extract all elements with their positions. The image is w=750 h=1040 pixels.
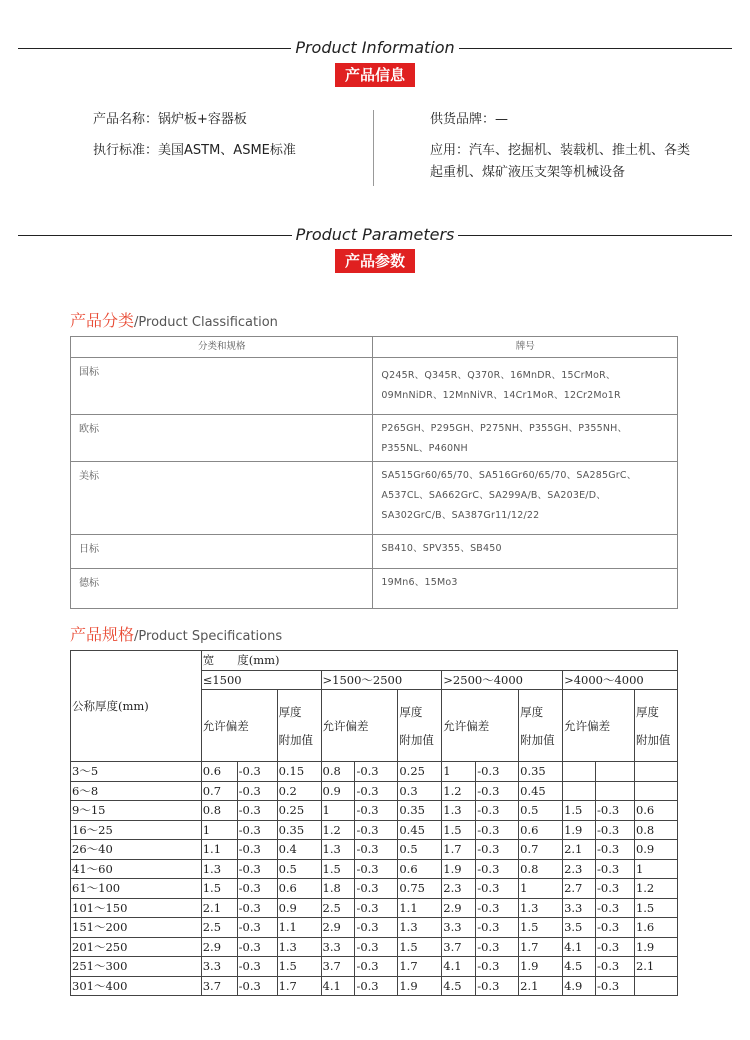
- value-cell: -0.3: [596, 957, 635, 977]
- value-cell: 2.9: [442, 898, 476, 918]
- value-cell: 1: [634, 859, 677, 879]
- extra-header: [634, 690, 677, 762]
- table-row: [71, 976, 678, 996]
- column-header: 分类和规格: [71, 337, 373, 358]
- value-cell: 4.5: [563, 957, 596, 977]
- thickness-cell: 251～300: [71, 957, 202, 977]
- section-badge: 产品信息: [335, 63, 415, 87]
- table-row: [71, 879, 678, 899]
- value-cell: 1.9: [398, 976, 442, 996]
- value-cell: -0.3: [476, 840, 519, 860]
- value-cell: -0.3: [355, 898, 398, 918]
- value-cell: 2.5: [201, 918, 237, 938]
- column-header: 牌号: [373, 337, 678, 358]
- table-row: [71, 859, 678, 879]
- value-cell: -0.3: [355, 820, 398, 840]
- value-cell: 1.7: [519, 937, 563, 957]
- grade-line: Q245R、Q345R、Q370R、16MnDR、15CrMoR、: [381, 370, 616, 381]
- value-cell: -0.3: [596, 976, 635, 996]
- table-row: [71, 762, 678, 782]
- product-name: 产品名称：锅炉板+容器板: [93, 112, 247, 127]
- value-cell: -0.3: [355, 879, 398, 899]
- value-cell: [634, 976, 677, 996]
- column-divider: [373, 110, 374, 186]
- extra-header-line: 厚度: [520, 704, 544, 719]
- value-cell: 0.9: [321, 781, 355, 801]
- value-cell: -0.3: [355, 859, 398, 879]
- value-cell: -0.3: [237, 820, 277, 840]
- application: [430, 140, 690, 184]
- value-cell: 0.5: [277, 859, 321, 879]
- value-cell: 1.2: [634, 879, 677, 899]
- grade-line: 09MnNiDR、12MnNiVR、14Cr1MoR、12Cr2Mo1R: [381, 390, 621, 401]
- value-cell: -0.3: [476, 937, 519, 957]
- category-name: 德标: [71, 569, 373, 609]
- specifications-heading: [70, 625, 282, 647]
- table-row: [71, 840, 678, 860]
- value-cell: 1.2: [321, 820, 355, 840]
- value-cell: 3.3: [321, 937, 355, 957]
- value-cell: 1: [321, 801, 355, 821]
- value-cell: 4.9: [563, 976, 596, 996]
- value-cell: -0.3: [355, 976, 398, 996]
- value-cell: 0.2: [277, 781, 321, 801]
- value-cell: -0.3: [476, 781, 519, 801]
- value-cell: 4.5: [442, 976, 476, 996]
- thickness-cell: 3～5: [71, 762, 202, 782]
- value-cell: 1: [201, 820, 237, 840]
- thickness-cell: 151～200: [71, 918, 202, 938]
- value-cell: -0.3: [355, 937, 398, 957]
- heading-cn: 产品分类: [70, 311, 135, 330]
- value-cell: -0.3: [596, 898, 635, 918]
- table-row: [71, 358, 678, 415]
- value-cell: -0.3: [355, 781, 398, 801]
- specifications-table: [70, 650, 678, 996]
- extra-header-line: 附加值: [399, 732, 434, 747]
- thickness-header: 公称厚度(mm): [71, 651, 202, 762]
- grade-list: [373, 462, 678, 535]
- value-cell: 2.3: [442, 879, 476, 899]
- category-name: 美标: [71, 462, 373, 535]
- extra-header-line: 厚度: [278, 704, 302, 719]
- value-cell: -0.3: [237, 762, 277, 782]
- supply-brand: 供货品牌：—: [430, 112, 509, 127]
- table-row: [71, 462, 678, 535]
- heading-en: /Product Specifications: [134, 629, 283, 644]
- tolerance-header: 允许偏差: [442, 690, 519, 762]
- value-cell: 3.3: [563, 898, 596, 918]
- value-cell: -0.3: [476, 918, 519, 938]
- value-cell: 0.35: [277, 820, 321, 840]
- table-row: [71, 918, 678, 938]
- extra-header-line: 附加值: [520, 732, 555, 747]
- value-cell: 1.5: [277, 957, 321, 977]
- value-cell: 0.5: [519, 801, 563, 821]
- heading-cn: 产品规格: [70, 625, 135, 644]
- value-cell: 1.8: [321, 879, 355, 899]
- classification-table: [70, 336, 678, 609]
- value-cell: 0.8: [519, 859, 563, 879]
- value-cell: 0.75: [398, 879, 442, 899]
- value-cell: -0.3: [476, 976, 519, 996]
- grade-line: A537CL、SA662GrC、SA299A/B、SA203E/D、: [381, 490, 606, 501]
- thickness-cell: 41～60: [71, 859, 202, 879]
- value-cell: 0.6: [277, 879, 321, 899]
- value-cell: 0.25: [277, 801, 321, 821]
- value-cell: -0.3: [476, 957, 519, 977]
- category-name: 日标: [71, 535, 373, 569]
- extra-header-line: 附加值: [635, 732, 671, 747]
- width-range: >1500～2500: [321, 670, 442, 690]
- value-cell: 1.9: [634, 937, 677, 957]
- value-cell: 1.5: [563, 801, 596, 821]
- table-row: [71, 820, 678, 840]
- value-cell: [563, 762, 596, 782]
- table-row: [71, 569, 678, 609]
- table-row: [71, 415, 678, 462]
- value-cell: 0.6: [519, 820, 563, 840]
- value-cell: 1.5: [442, 820, 476, 840]
- value-cell: 0.7: [201, 781, 237, 801]
- extra-header: [398, 690, 442, 762]
- value-cell: 3.7: [321, 957, 355, 977]
- value-cell: 1.3: [277, 937, 321, 957]
- value-cell: 3.5: [563, 918, 596, 938]
- value-cell: 3.3: [442, 918, 476, 938]
- grade-line: SA302GrC/B、SA387Gr11/12/22: [381, 510, 540, 521]
- thickness-cell: 61～100: [71, 879, 202, 899]
- grade-line: SB410、SPV355、SB450: [381, 543, 502, 554]
- value-cell: 2.1: [201, 898, 237, 918]
- extra-header-line: 附加值: [278, 732, 314, 747]
- value-cell: -0.3: [237, 937, 277, 957]
- value-cell: -0.3: [476, 801, 519, 821]
- grade-list: [373, 415, 678, 462]
- grade-list: [373, 358, 678, 415]
- section-title: Product Parameters: [292, 225, 459, 244]
- value-cell: -0.3: [596, 820, 635, 840]
- value-cell: -0.3: [355, 918, 398, 938]
- classification-heading: [70, 311, 278, 333]
- grade-line: P265GH、P295GH、P275NH、P355GH、P355NH、: [381, 423, 628, 434]
- value-cell: 0.25: [398, 762, 442, 782]
- extra-header: [519, 690, 563, 762]
- application-line: 应用：汽车、挖掘机、装载机、推土机、各类: [430, 143, 691, 158]
- value-cell: -0.3: [476, 820, 519, 840]
- value-cell: 0.6: [398, 859, 442, 879]
- value-cell: 1.1: [277, 918, 321, 938]
- value-cell: 2.1: [563, 840, 596, 860]
- value-cell: -0.3: [355, 957, 398, 977]
- value-cell: 1: [442, 762, 476, 782]
- value-cell: 2.7: [563, 879, 596, 899]
- value-cell: -0.3: [596, 801, 635, 821]
- value-cell: 0.3: [398, 781, 442, 801]
- value-cell: 1.3: [442, 801, 476, 821]
- thickness-cell: 16～25: [71, 820, 202, 840]
- thickness-cell: 6～8: [71, 781, 202, 801]
- value-cell: -0.3: [237, 840, 277, 860]
- value-cell: -0.3: [596, 859, 635, 879]
- product-information-header: [0, 38, 750, 58]
- value-cell: -0.3: [355, 762, 398, 782]
- table-row: [71, 801, 678, 821]
- value-cell: 0.7: [519, 840, 563, 860]
- thickness-cell: 26～40: [71, 840, 202, 860]
- grade-line: P355NL、P460NH: [381, 443, 468, 454]
- value-cell: 1.1: [398, 898, 442, 918]
- table-header-row: [71, 337, 678, 358]
- value-cell: 1.5: [321, 859, 355, 879]
- table-row: [71, 937, 678, 957]
- value-cell: 1.3: [321, 840, 355, 860]
- value-cell: 1: [519, 879, 563, 899]
- table-row: [71, 535, 678, 569]
- value-cell: 0.5: [398, 840, 442, 860]
- value-cell: 0.8: [201, 801, 237, 821]
- value-cell: [563, 781, 596, 801]
- extra-header: [277, 690, 321, 762]
- value-cell: -0.3: [237, 918, 277, 938]
- value-cell: 3.3: [201, 957, 237, 977]
- value-cell: [596, 762, 635, 782]
- value-cell: 2.9: [201, 937, 237, 957]
- value-cell: 1.7: [442, 840, 476, 860]
- table-row: [71, 781, 678, 801]
- value-cell: 3.7: [442, 937, 476, 957]
- grade-list: [373, 535, 678, 569]
- value-cell: -0.3: [237, 898, 277, 918]
- value-cell: 1.3: [201, 859, 237, 879]
- width-range: >4000～4000: [563, 670, 678, 690]
- section-badge: 产品参数: [335, 249, 415, 273]
- category-name: 欧标: [71, 415, 373, 462]
- value-cell: 2.5: [321, 898, 355, 918]
- value-cell: -0.3: [596, 840, 635, 860]
- tolerance-header: 允许偏差: [201, 690, 277, 762]
- execution-standard: 执行标准：美国ASTM、ASME标准: [93, 143, 296, 158]
- value-cell: 1.1: [201, 840, 237, 860]
- value-cell: -0.3: [596, 937, 635, 957]
- grade-line: 19Mn6、15Mo3: [381, 577, 458, 588]
- width-range: >2500～4000: [442, 670, 563, 690]
- value-cell: -0.3: [596, 879, 635, 899]
- table-row: [71, 957, 678, 977]
- width-header-row: [71, 651, 678, 671]
- value-cell: -0.3: [476, 859, 519, 879]
- value-cell: 0.35: [519, 762, 563, 782]
- value-cell: 1.7: [277, 976, 321, 996]
- section-title: Product Information: [291, 38, 458, 57]
- value-cell: 4.1: [442, 957, 476, 977]
- value-cell: 1.9: [442, 859, 476, 879]
- value-cell: -0.3: [237, 957, 277, 977]
- value-cell: [634, 781, 677, 801]
- value-cell: 3.7: [201, 976, 237, 996]
- value-cell: 1.2: [442, 781, 476, 801]
- value-cell: 0.6: [634, 801, 677, 821]
- value-cell: 0.45: [398, 820, 442, 840]
- extra-header-line: 厚度: [635, 704, 659, 719]
- value-cell: 2.1: [519, 976, 563, 996]
- thickness-cell: 301～400: [71, 976, 202, 996]
- width-range: ≤1500: [201, 670, 321, 690]
- category-name: 国标: [71, 358, 373, 415]
- value-cell: 0.45: [519, 781, 563, 801]
- value-cell: 1.3: [398, 918, 442, 938]
- extra-header-line: 厚度: [399, 704, 423, 719]
- value-cell: -0.3: [476, 762, 519, 782]
- value-cell: -0.3: [355, 840, 398, 860]
- value-cell: 4.1: [563, 937, 596, 957]
- value-cell: 2.9: [321, 918, 355, 938]
- value-cell: 2.1: [634, 957, 677, 977]
- grade-list: [373, 569, 678, 609]
- tolerance-header: 允许偏差: [321, 690, 398, 762]
- value-cell: 1.5: [201, 879, 237, 899]
- value-cell: 1.3: [519, 898, 563, 918]
- value-cell: -0.3: [476, 879, 519, 899]
- value-cell: -0.3: [237, 801, 277, 821]
- value-cell: 1.5: [519, 918, 563, 938]
- value-cell: 0.35: [398, 801, 442, 821]
- value-cell: -0.3: [237, 879, 277, 899]
- value-cell: -0.3: [237, 781, 277, 801]
- table-row: [71, 898, 678, 918]
- value-cell: -0.3: [237, 976, 277, 996]
- value-cell: [596, 781, 635, 801]
- thickness-cell: 101～150: [71, 898, 202, 918]
- value-cell: 1.9: [563, 820, 596, 840]
- value-cell: 1.6: [634, 918, 677, 938]
- value-cell: 4.1: [321, 976, 355, 996]
- value-cell: 1.5: [634, 898, 677, 918]
- value-cell: -0.3: [355, 801, 398, 821]
- value-cell: 0.15: [277, 762, 321, 782]
- value-cell: 0.8: [634, 820, 677, 840]
- value-cell: 0.9: [277, 898, 321, 918]
- product-parameters-header: [0, 225, 750, 245]
- value-cell: 0.9: [634, 840, 677, 860]
- value-cell: 1.9: [519, 957, 563, 977]
- value-cell: -0.3: [596, 918, 635, 938]
- value-cell: 1.5: [398, 937, 442, 957]
- value-cell: [634, 762, 677, 782]
- value-cell: 0.6: [201, 762, 237, 782]
- thickness-cell: 201～250: [71, 937, 202, 957]
- tolerance-header: 允许偏差: [563, 690, 635, 762]
- heading-en: /Product Classification: [134, 315, 278, 330]
- value-cell: -0.3: [476, 898, 519, 918]
- value-cell: 0.8: [321, 762, 355, 782]
- value-cell: 0.4: [277, 840, 321, 860]
- value-cell: 1.7: [398, 957, 442, 977]
- thickness-cell: 9～15: [71, 801, 202, 821]
- application-line: 起重机、煤矿液压支架等机械设备: [430, 165, 626, 180]
- grade-line: SA515Gr60/65/70、SA516Gr60/65/70、SA285GrC、: [381, 470, 637, 481]
- width-header: 宽 度(mm): [201, 651, 677, 671]
- value-cell: -0.3: [237, 859, 277, 879]
- value-cell: 2.3: [563, 859, 596, 879]
